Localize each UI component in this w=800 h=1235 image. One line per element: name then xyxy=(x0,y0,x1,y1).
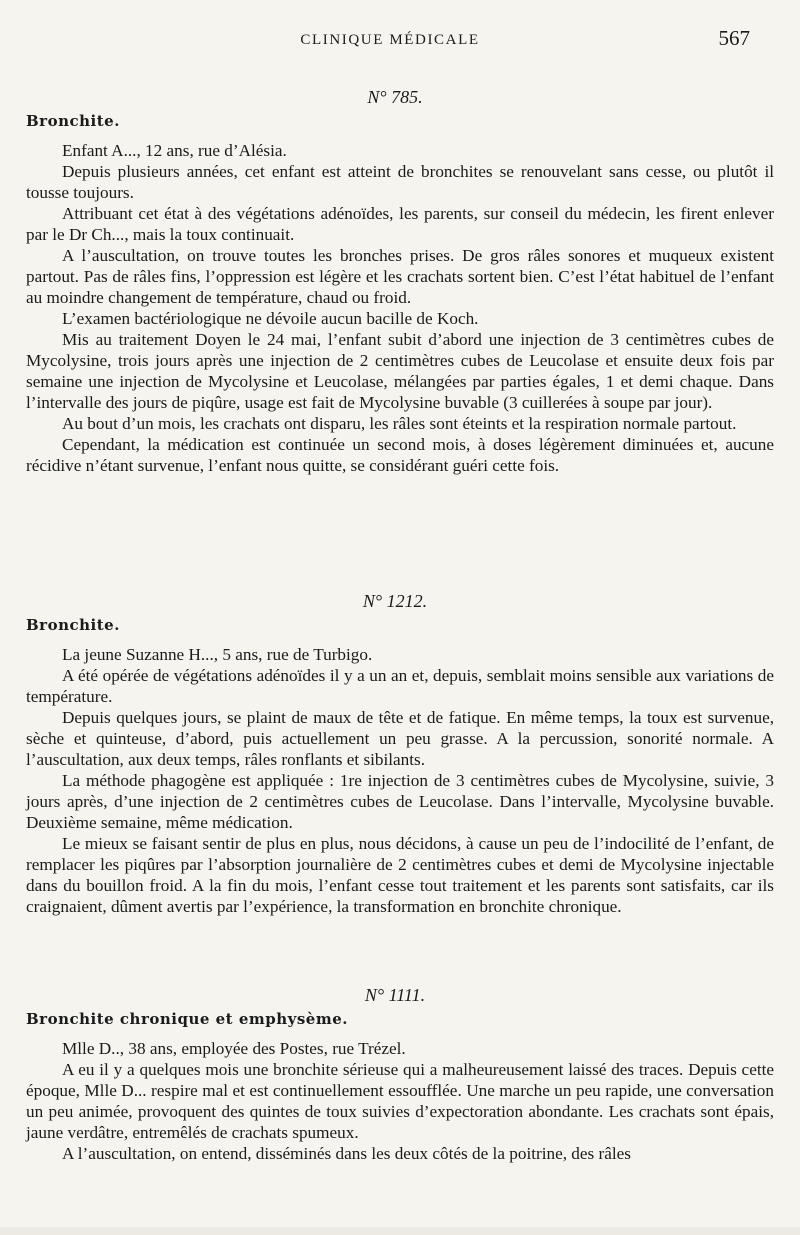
paragraph: Depuis plusieurs années, cet enfant est atteint de bronchites se renouvelant sans cesse, ou plutôt il tousse toujours. xyxy=(26,162,774,202)
case-number: N° 1111. xyxy=(364,985,426,1005)
paragraph: Cependant, la médication est continuée un second mois, à doses légèrement diminuées et, aucune récidive n’étant survenue, l’enfant nous quitte, se considérant guéri cette fois. xyxy=(26,435,774,475)
case-number: N° 785. xyxy=(367,87,423,107)
case-785 xyxy=(0,84,800,476)
paragraph: Enfant A..., 12 ans, rue d’Alésia. xyxy=(62,141,287,160)
paragraph: A l’auscultation, on entend, disséminés dans les deux côtés de la poitrine, des râles xyxy=(62,1144,631,1163)
paragraph: Mis au traitement Doyen le 24 mai, l’enfant subit d’abord une injection de 3 centimètres cubes de Mycolysine, trois jours après une injection de 2 centimètres cubes de Leucolase et ensuite deux fois par semaine une injection de Mycolysine et Leucolase, mélangées par parties égales, 1 et demi chaque. Dans l’intervalle des jours de piqûre, usage est fait de Mycolysine buvable (3 cuillerées à soupe par jour). xyxy=(26,330,774,412)
paragraph: La méthode phagogène est appliquée : 1re injection de 3 centimètres cubes de Mycolysine, suivie, 3 jours après, d’une injection de 2 centimètres cubes de Leucolase. Dans l’intervalle, Mycolysine buvable. Deuxième semaine, même médication. xyxy=(26,771,774,832)
paragraph: Mlle D.., 38 ans, employée des Postes, rue Trézel. xyxy=(62,1039,406,1058)
case-1111 xyxy=(0,982,800,1164)
paragraph: L’examen bactériologique ne dévoile aucun bacille de Koch. xyxy=(62,309,479,328)
running-head: CLINIQUE MÉDICALE xyxy=(300,32,480,48)
paragraph: A eu il y a quelques mois une bronchite sérieuse qui a malheureusement laissé des traces. Depuis cette époque, Mlle D... respire mal et est continuellement essoufflée. Une marche un peu rapide, une conversation un peu animée, provoquent des quintes de toux suivies d’expectoration abondante. Les crachats sont épais, jaune verdâtre, entremêlés de crachats spumeux. xyxy=(26,1060,774,1142)
paragraph: Depuis quelques jours, se plaint de maux de tête et de fatique. En même temps, la toux est survenue, sèche et quinteuse, d’abord, puis actuellement un peu grasse. A la percussion, sonorité normale. A l’auscultation, aux deux temps, râles ronflants et sibilants. xyxy=(26,708,774,769)
case-title: Bronchite. xyxy=(26,616,120,634)
paragraph: Le mieux se faisant sentir de plus en plus, nous décidons, à cause un peu de l’indocilité de l’enfant, de remplacer les piqûres par l’absorption journalière de 2 centimètres cubes et demi de Mycolysine injectable dans du bouillon froid. A la fin du mois, l’enfant cesse tout traitement et les parents sont satisfaits, car ils craignaient, dûment avertis par l’expérience, la transformation en bronchite chronique. xyxy=(26,834,774,916)
page-header xyxy=(0,26,800,56)
paragraph: A l’auscultation, on trouve toutes les bronches prises. De gros râles sonores et muqueux existent partout. Pas de râles fins, l’oppression est légère et les crachats sortent bien. C’est l’état habituel de l’enfant au moindre changement de température, chaud ou froid. xyxy=(26,246,774,307)
paragraph: Au bout d’un mois, les crachats ont disparu, les râles sont éteints et la respiration normale partout. xyxy=(62,414,737,433)
case-title: Bronchite chronique et emphysème. xyxy=(26,1010,348,1028)
case-number: N° 1212. xyxy=(362,591,428,611)
page-number: 567 xyxy=(718,26,750,50)
paragraph: La jeune Suzanne H..., 5 ans, rue de Turbigo. xyxy=(62,645,373,664)
case-title: Bronchite. xyxy=(26,112,120,130)
page-edge xyxy=(0,1227,800,1235)
paragraph: Attribuant cet état à des végétations adénoïdes, les parents, sur conseil du médecin, les firent enlever par le Dr Ch..., mais la toux continuait. xyxy=(26,204,774,244)
paragraph: A été opérée de végétations adénoïdes il y a un an et, depuis, semblait moins sensible aux variations de température. xyxy=(26,666,774,706)
case-1212 xyxy=(0,588,800,917)
